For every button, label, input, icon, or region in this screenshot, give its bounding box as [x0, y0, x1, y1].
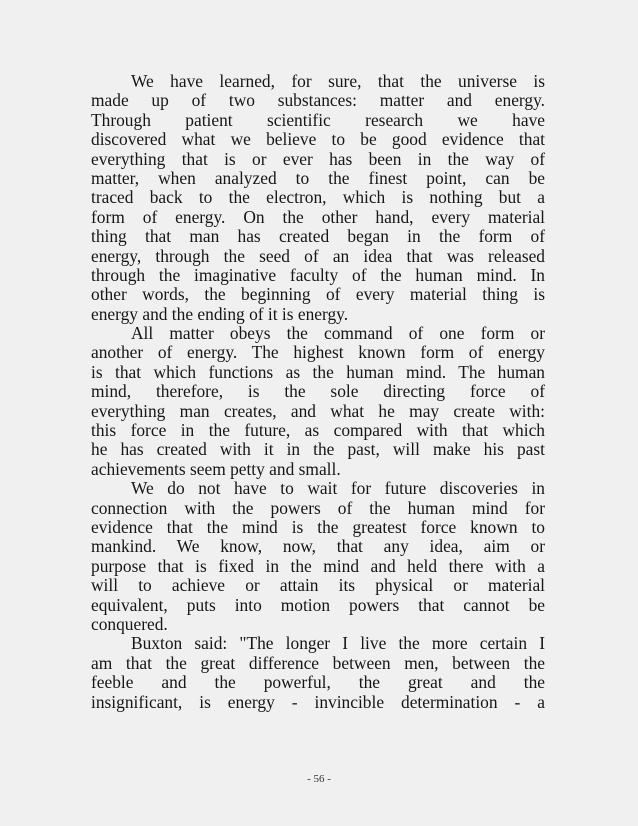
text-line: Buxton said: "The longer I live the more certain I [131, 633, 545, 654]
text-line: feeble and the powerful, the great and the [91, 672, 545, 693]
text-line: through the imaginative faculty of the human mind. In [91, 264, 545, 285]
text-line: achievements seem petty and small. [91, 458, 341, 479]
text-line: insignificant, is energy - invincible determination - a [91, 691, 545, 712]
text-line: All matter obeys the command of one form or [131, 323, 545, 344]
text-line: matter, when analyzed to the finest point, can be [91, 167, 545, 188]
text-line: form of energy. On the other hand, every material [91, 206, 545, 227]
text-line: is that which functions as the human mind. The human [91, 361, 545, 382]
paragraph-4 [91, 634, 545, 712]
text-line: equivalent, puts into motion powers that cannot be [91, 594, 545, 615]
text-line: another of energy. The highest known form of energy [91, 342, 545, 363]
text-line: We have learned, for sure, that the universe is [131, 71, 545, 91]
text-line: everything man creates, and what he may create with: [91, 400, 545, 421]
text-line: energy and the ending of it is energy. [91, 303, 349, 324]
text-line: will to achieve or attain its physical or material [91, 575, 545, 596]
text-line: Through patient scientific research we have [91, 109, 545, 130]
text-line: he has created with it in the past, will make his past [91, 439, 545, 460]
paragraph-1 [91, 72, 545, 324]
text-line: energy, through the seed of an idea that was released [91, 245, 545, 266]
text-line: mankind. We know, now, that any idea, aim or [91, 536, 545, 557]
text-line: We do not have to wait for future discoveries in [131, 478, 545, 499]
text-line: conquered. [91, 613, 168, 634]
text-line: other words, the beginning of every material thing is [91, 284, 545, 305]
text-line: everything that is or ever has been in the way of [91, 148, 545, 169]
text-line: made up of two substances: matter and energy. [91, 90, 545, 111]
text-line: this force in the future, as compared with that which [91, 420, 545, 441]
text-line: am that the great difference between men, between the [91, 652, 545, 673]
text-line: mind, therefore, is the sole directing force of [91, 381, 545, 402]
body-text [91, 72, 545, 712]
page-number: - 56 - [307, 773, 331, 785]
paragraph-2 [91, 324, 545, 479]
text-line: purpose that is fixed in the mind and held there with a [91, 555, 545, 576]
text-line: discovered what we believe to be good evidence that [91, 129, 545, 150]
text-line: thing that man has created began in the form of [91, 226, 545, 247]
paragraph-3 [91, 479, 545, 634]
text-line: connection with the powers of the human mind for [91, 497, 545, 518]
text-line: traced back to the electron, which is nothing but a [91, 187, 545, 208]
text-line: evidence that the mind is the greatest force known to [91, 516, 545, 537]
